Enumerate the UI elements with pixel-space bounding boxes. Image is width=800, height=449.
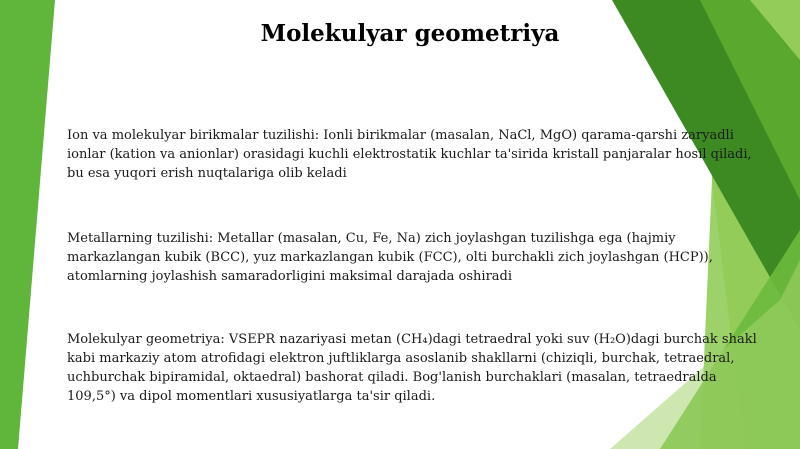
slide-title: Molekulyar geometriya xyxy=(260,20,560,47)
left-green-bar xyxy=(0,0,55,449)
paragraph-molecular-geometry: Molekulyar geometriya: VSEPR nazariyasi metan (CH₄)dagi tetraedral yoki suv (H₂O)dagi burchak shakl kabi markaziy atom atrofidagi elektron juftliklarga asoslanib shakllarni (chiziqli, burchak, tetraedral, uchburchak bipiramidal, oktaedral) bashorat qiladi. Bog'lanish burchaklari (masalan, tetraedralda 109,5°) va dipol momentlari xususiyatlarga ta'sir qiladi. xyxy=(67,332,757,404)
paragraph-ionic-structure: Ion va molekulyar birikmalar tuzilishi: Ionli birikmalar (masalan, NaCl, MgO) qarama-qarshi zaryadli ionlar (kation va anionlar) orasidagi kuchli elektrostatik kuchlar ta'sirida kristall panjaralar hosil qiladi, bu esa yuqori erish nuqtalariga olib keladi xyxy=(67,128,752,181)
paragraph-metal-structure: Metallarning tuzilishi: Metallar (masalan, Cu, Fe, Na) zich joylashgan tuzilishga ega (hajmiy markazlangan kubik (BCC), yuz markazlangan kubik (FCC), olti burchakli zich joylashgan (HCP)), atomlarning joylashish samaradorligini maksimal darajada oshiradi xyxy=(67,231,713,284)
